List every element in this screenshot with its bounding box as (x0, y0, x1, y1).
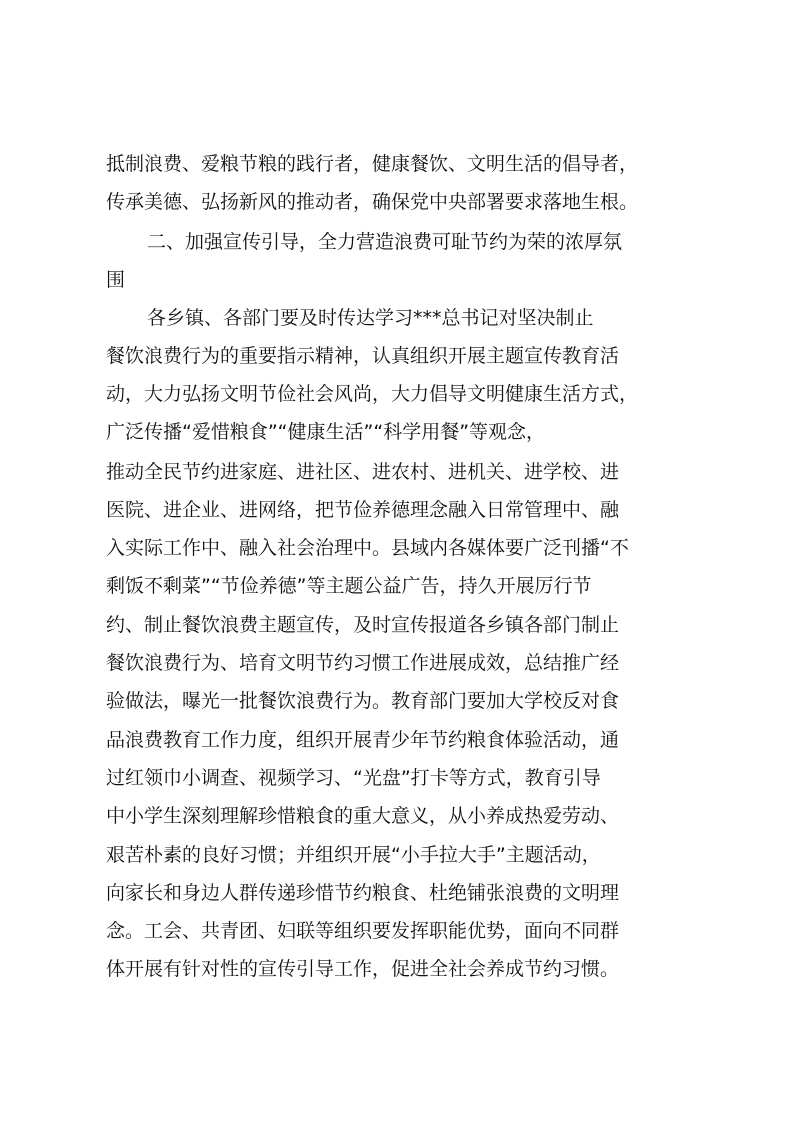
text-line: 验做法，曝光一批餐饮浪费行为。教育部门要加大学校反对食 (106, 690, 620, 712)
section-heading-continued: 围 (106, 269, 126, 291)
section-heading: 二、加强宣传引导，全力营造浪费可耻节约为荣的浓厚氛 (147, 231, 623, 253)
text-line: 动，大力弘扬文明节俭社会风尚，大力倡导文明健康生活方式， (106, 383, 639, 405)
text-line: 向家长和身边人群传递珍惜节约粮食、杜绝铺张浪费的文明理 (106, 882, 620, 904)
text-line: 约、制止餐饮浪费主题宣传，及时宣传报道各乡镇各部门制止 (106, 614, 620, 636)
text-line: 剩饭不剩菜”“节俭养德”等主题公益广告，持久开展厉行节 (106, 575, 592, 597)
text-line: 品浪费教育工作力度，组织开展青少年节约粮食体验活动，通 (106, 729, 620, 751)
text-line: 入实际工作中、融入社会治理中。县域内各媒体要广泛刊播“不 (106, 537, 629, 559)
text-line: 餐饮浪费行为、培育文明节约习惯工作进展成效，总结推广经 (106, 652, 620, 674)
text-line: 推动全民节约进家庭、进社区、进农村、进机关、进学校、进 (106, 461, 620, 483)
text-line: 过红领巾小调查、视频学习、“光盘”打卡等方式，教育引导 (106, 767, 601, 789)
text-line: 传承美德、弘扬新风的推动者，确保党中央部署要求落地生根。 (106, 191, 639, 213)
text-line: 餐饮浪费行为的重要指示精神，认真组织开展主题宣传教育活 (106, 345, 620, 367)
paragraph-start-line: 各乡镇、各部门要及时传达学习***总书记对坚决制止 (147, 307, 594, 329)
text-line: 艰苦朴素的良好习惯；并组织开展“小手拉大手”主题活动， (106, 844, 601, 866)
text-line: 念。工会、共青团、妇联等组织要发挥职能优势，面向不同群 (106, 920, 620, 942)
text-line: 中小学生深刻理解珍惜粮食的重大意义，从小养成热爱劳动、 (106, 805, 620, 827)
text-line: 体开展有针对性的宣传引导工作，促进全社会养成节约习惯。 (106, 958, 620, 980)
text-line: 广泛传播“爱惜粮食”“健康生活”“科学用餐”等观念， (106, 421, 546, 443)
text-line: 医院、进企业、进网络，把节俭养德理念融入日常管理中、融 (106, 499, 620, 521)
text-line: 抵制浪费、爱粮节粮的践行者，健康餐饮、文明生活的倡导者， (106, 153, 639, 175)
